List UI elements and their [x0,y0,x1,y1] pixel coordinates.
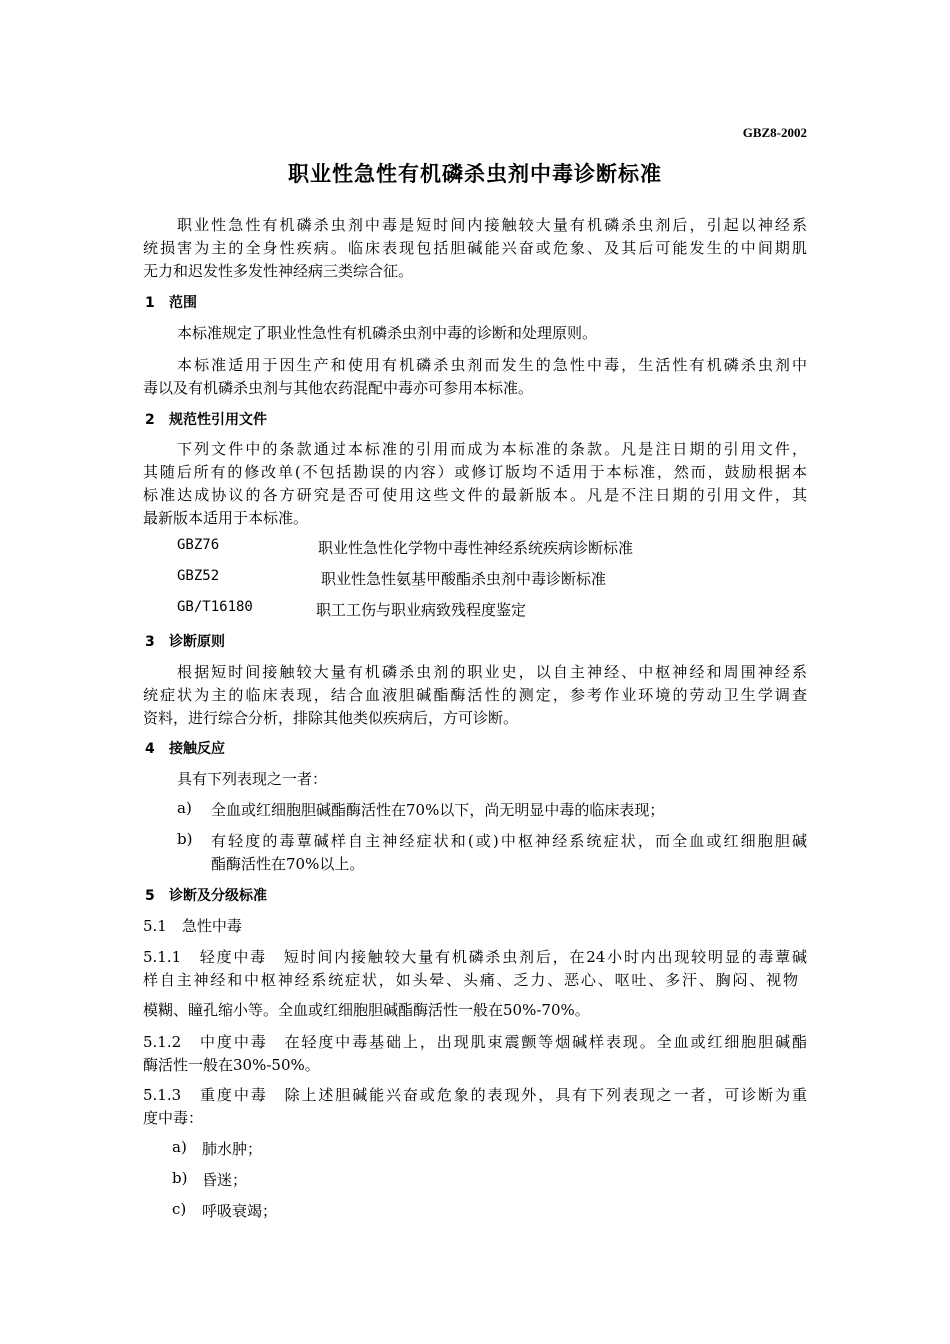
section-heading [145,885,267,905]
section-heading [145,738,225,758]
paragraph-line: 最新版本适用于本标准。 [143,509,309,527]
intro-line: 职业性急性有机磷杀虫剂中毒是短时间内接触较大量有机磷杀虫剂后，引起以神经系 [177,216,807,234]
paragraph-line: 5.1.2 中度中毒 在轻度中毒基础上，出现肌束震颤等烟碱样表现。全血或红细胞胆碱酯 [143,1033,807,1051]
list-item-text: 全血或红细胞胆碱酯酶活性在70%以下，尚无明显中毒的临床表现； [211,801,665,819]
reference-code: GB/T16180 [177,599,253,615]
section-title: 诊断原则 [169,634,225,650]
paragraph-line: 模糊、瞳孔缩小等。全血或红细胞胆碱酯酶活性一般在50%-70%。 [143,1001,590,1019]
list-item-text: 肺水肿； [202,1140,263,1158]
list-marker: c) [172,1200,187,1218]
section-heading [145,631,225,651]
paragraph-line: 资料，进行综合分析，排除其他类似疾病后，方可诊断。 [143,709,519,727]
section-title: 规范性引用文件 [169,412,267,428]
list-item-text: 呼吸衰竭； [202,1202,278,1220]
intro-line: 统损害为主的全身性疾病。临床表现包括胆碱能兴奋或危象、及其后可能发生的中间期肌 [143,239,807,257]
section-title: 诊断及分级标准 [169,888,267,904]
paragraph-line: 度中毒： [143,1109,204,1127]
section-heading [145,292,197,312]
section-heading [145,409,267,429]
paragraph-line: 毒以及有机磷杀虫剂与其他农药混配中毒亦可参用本标准。 [143,379,534,397]
list-item-text: 酯酶活性在70%以上。 [211,855,365,873]
paragraph-line: 本标准规定了职业性急性有机磷杀虫剂中毒的诊断和处理原则。 [177,324,598,342]
paragraph-line: 本标准适用于因生产和使用有机磷杀虫剂而发生的急性中毒，生活性有机磷杀虫剂中 [177,356,807,374]
paragraph-line: 统症状为主的临床表现，结合血液胆碱酯酶活性的测定，参考作业环境的劳动卫生学调查 [143,686,807,704]
list-marker: a) [177,799,192,817]
list-marker: a) [172,1138,187,1156]
section-number: 3 [145,634,155,650]
list-marker: b) [172,1169,188,1187]
subsection-heading: 5.1 急性中毒 [143,917,242,935]
list-marker: b) [177,830,193,848]
paragraph-line: 其随后所有的修改单(不包括勘误的内容）或修订版均不适用于本标准，然而，鼓励根据本 [143,463,807,481]
reference-code: GBZ52 [177,568,220,584]
section-number: 2 [145,412,155,428]
section-number: 4 [145,741,155,757]
section-title: 范围 [169,295,197,311]
section-number: 5 [145,888,155,904]
page-title: 职业性急性有机磷杀虫剂中毒诊断标准 [288,162,662,186]
document-code: GBZ8-2002 [742,125,807,140]
section-title: 接触反应 [169,741,225,757]
list-item-text: 昏迷； [202,1171,248,1189]
section-number: 1 [145,295,155,311]
reference-name: 职业性急性氨基甲酸酯杀虫剂中毒诊断标准 [321,570,607,588]
paragraph-line: 具有下列表现之一者： [177,770,328,788]
paragraph-line: 5.1.1 轻度中毒 短时间内接触较大量有机磷杀虫剂后，在24小时内出现较明显的毒蕈碱 [143,948,807,966]
paragraph-line: 下列文件中的条款通过本标准的引用而成为本标准的条款。凡是注日期的引用文件， [177,440,807,458]
intro-line: 无力和迟发性多发性神经病三类综合征。 [143,262,414,280]
list-item-text: 有轻度的毒蕈碱样自主神经症状和(或)中枢神经系统症状，而全血或红细胞胆碱 [211,832,807,850]
paragraph-line: 5.1.3 重度中毒 除上述胆碱能兴奋或危象的表现外，具有下列表现之一者，可诊断为重 [143,1086,807,1104]
reference-name: 职业性急性化学物中毒性神经系统疾病诊断标准 [318,539,634,557]
paragraph-line: 标准达成协议的各方研究是否可使用这些文件的最新版本。凡是不注日期的引用文件，其 [143,486,807,504]
reference-code: GBZ76 [177,537,220,553]
paragraph-line: 酶活性一般在30%-50%。 [143,1056,320,1074]
paragraph-line: 根据短时间接触较大量有机磷杀虫剂的职业史，以自主神经、中枢神经和周围神经系 [177,663,807,681]
reference-name: 职工工伤与职业病致残程度鉴定 [316,601,527,619]
paragraph-line: 样自主神经和中枢神经系统症状，如头晕、头痛、乏力、恶心、呕吐、多汗、胸闷、视物 [143,971,798,989]
